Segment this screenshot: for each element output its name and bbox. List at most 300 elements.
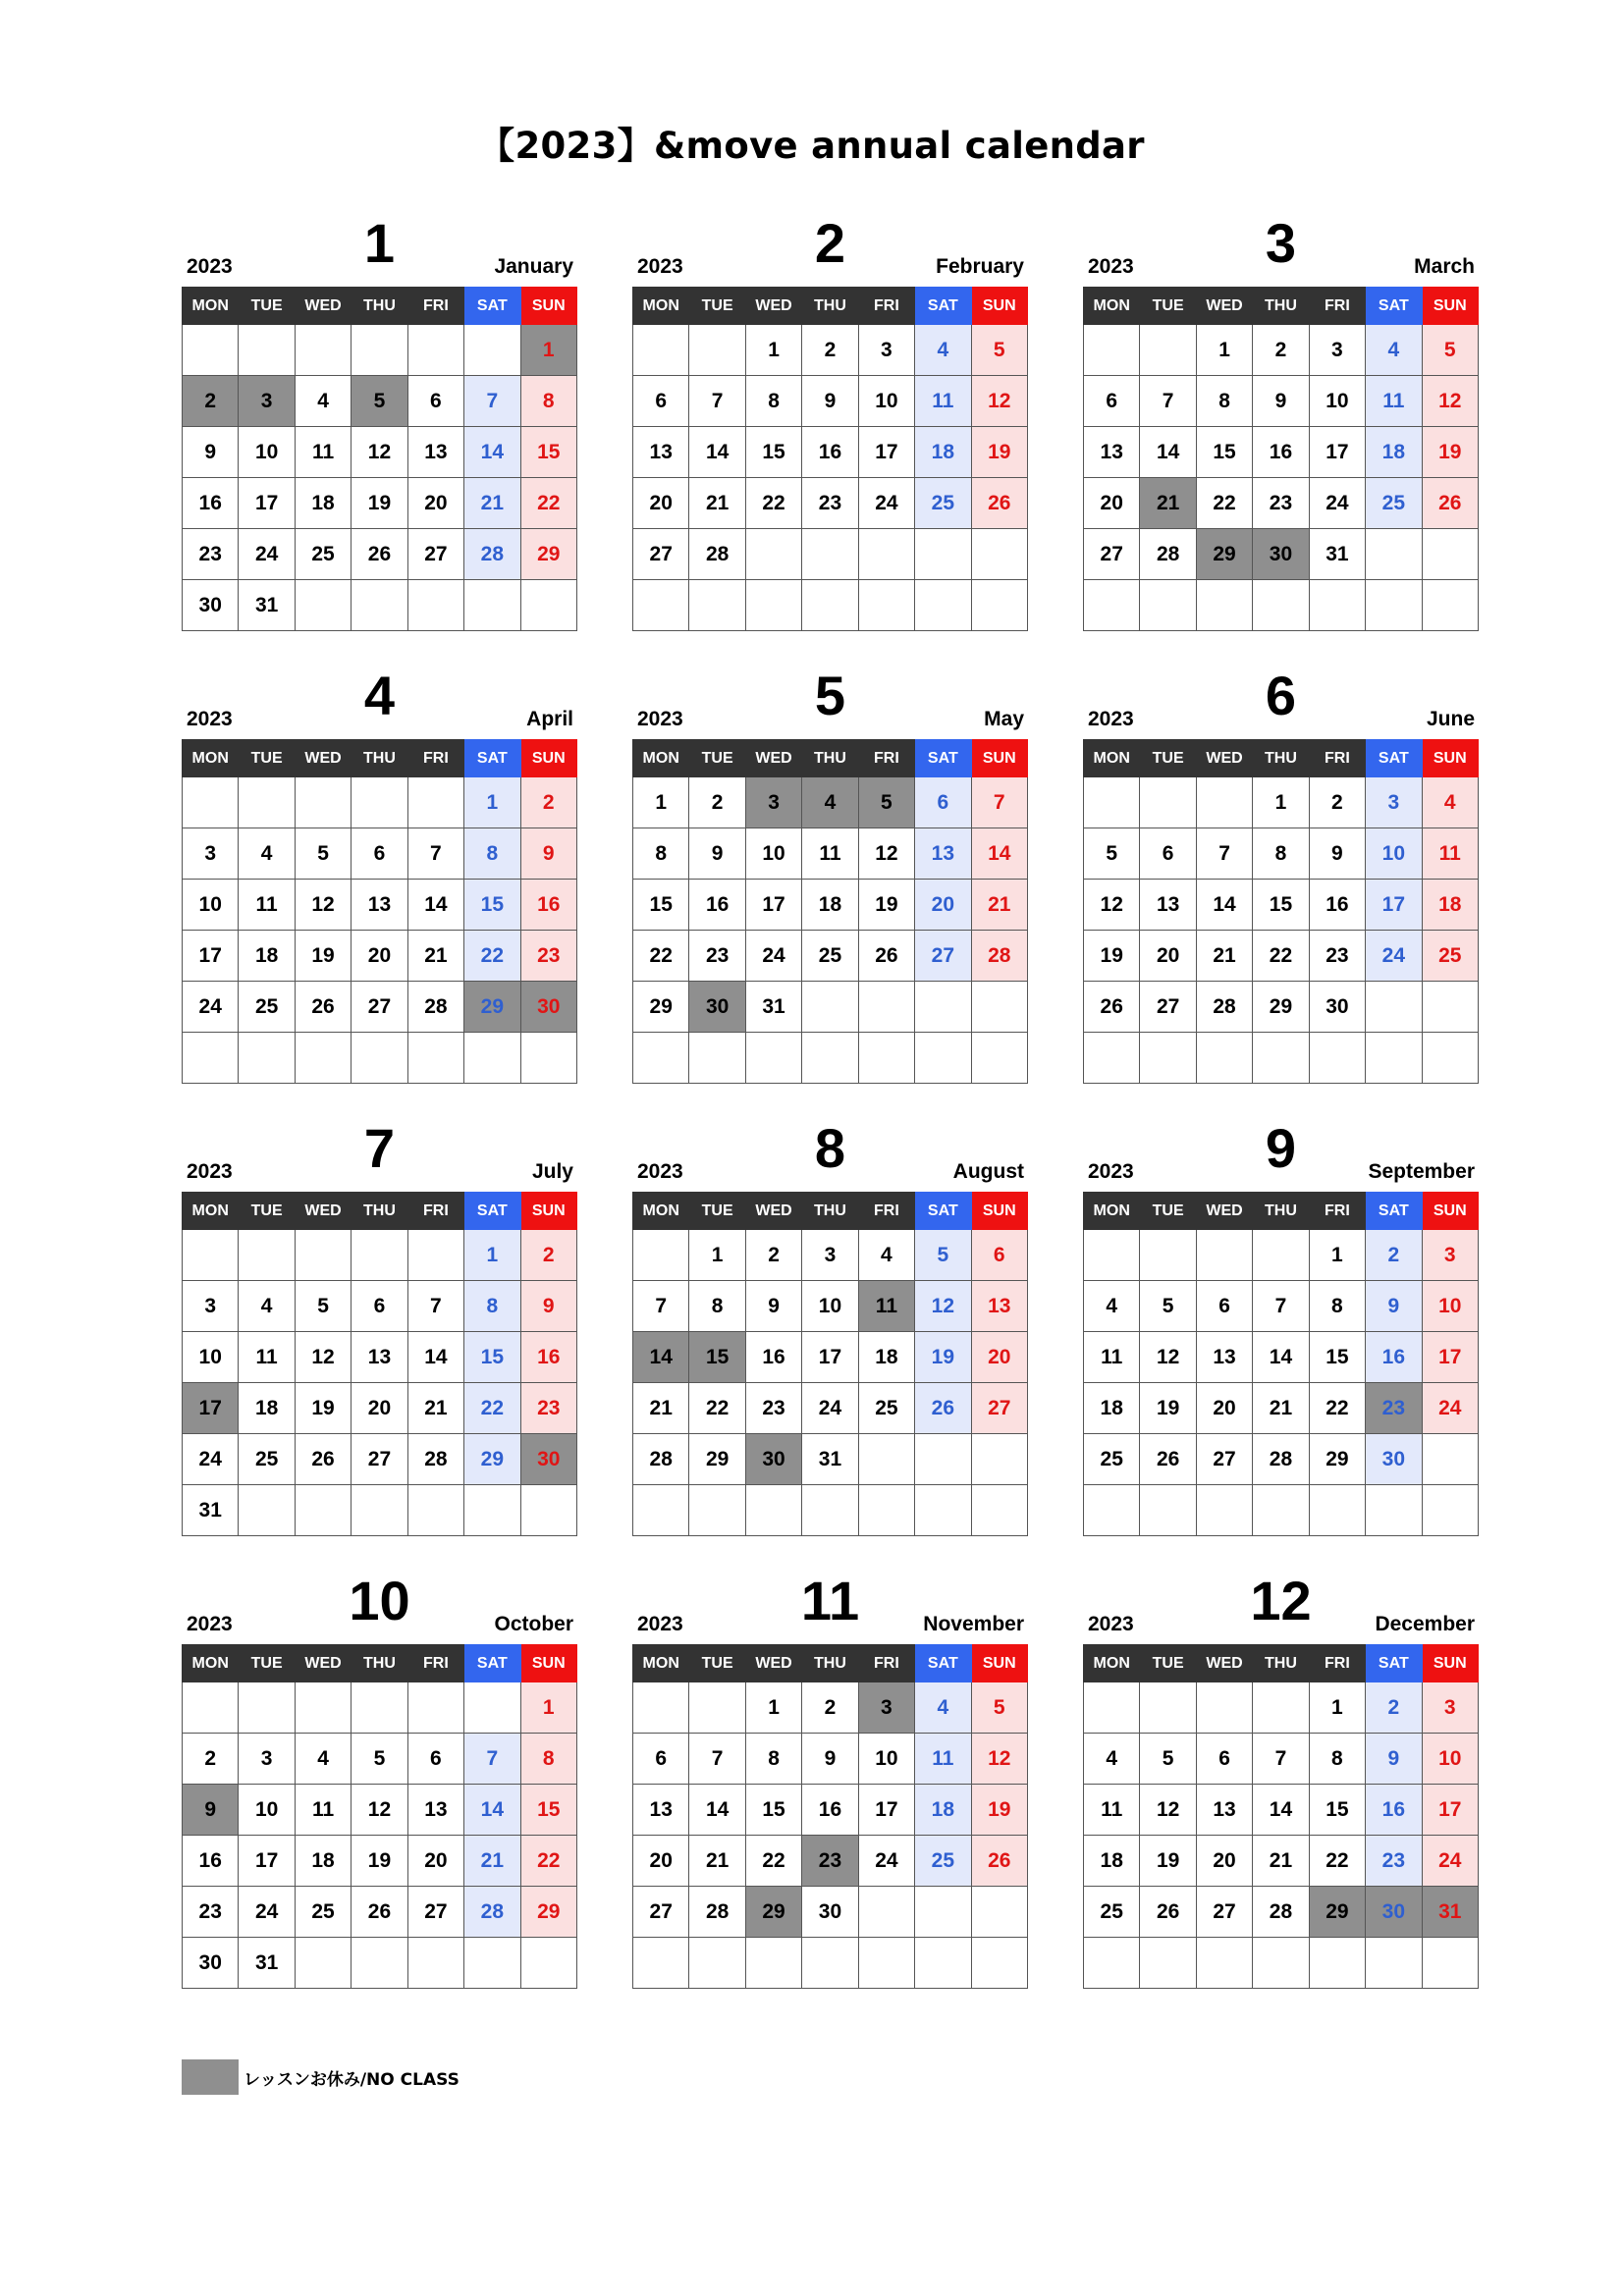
empty-cell bbox=[1253, 580, 1309, 631]
day-cell: 16 bbox=[802, 427, 858, 478]
empty-cell bbox=[1366, 529, 1422, 580]
day-cell: 1 bbox=[689, 1230, 745, 1281]
week-row bbox=[633, 1332, 1028, 1383]
month-header bbox=[1083, 665, 1479, 739]
empty-cell bbox=[689, 325, 745, 376]
month-table bbox=[632, 1644, 1028, 1989]
empty-cell bbox=[1196, 1938, 1252, 1989]
day-cell: 18 bbox=[295, 478, 351, 529]
day-cell: 6 bbox=[971, 1230, 1027, 1281]
day-cell: 16 bbox=[1309, 880, 1365, 931]
day-cell: 21 bbox=[464, 1836, 520, 1887]
empty-cell bbox=[352, 580, 407, 631]
empty-cell bbox=[1140, 1033, 1196, 1084]
day-cell: 13 bbox=[407, 427, 463, 478]
day-cell: 24 bbox=[1422, 1383, 1478, 1434]
empty-cell bbox=[1140, 777, 1196, 828]
month-name: July bbox=[531, 1160, 573, 1183]
day-cell: 26 bbox=[352, 1887, 407, 1938]
empty-cell bbox=[915, 1887, 971, 1938]
day-cell: 31 bbox=[239, 1938, 295, 1989]
day-cell: 5 bbox=[295, 1281, 351, 1332]
day-cell: 15 bbox=[745, 427, 801, 478]
week-row bbox=[1084, 580, 1479, 631]
day-cell: 3 bbox=[239, 1734, 295, 1785]
day-cell: 12 bbox=[1422, 376, 1478, 427]
weekday-header-row bbox=[633, 1645, 1028, 1682]
week-row bbox=[633, 427, 1028, 478]
day-cell: 7 bbox=[1196, 828, 1252, 880]
day-cell: 17 bbox=[239, 478, 295, 529]
day-cell: 20 bbox=[633, 478, 689, 529]
empty-cell bbox=[915, 529, 971, 580]
day-cell: 13 bbox=[633, 1785, 689, 1836]
week-row bbox=[633, 529, 1028, 580]
day-cell: 22 bbox=[520, 1836, 576, 1887]
day-cell-no-class: 9 bbox=[183, 1785, 239, 1836]
day-cell: 25 bbox=[1366, 478, 1422, 529]
week-row bbox=[183, 931, 577, 982]
month-name: August bbox=[952, 1160, 1024, 1183]
day-cell: 18 bbox=[1422, 880, 1478, 931]
day-cell: 17 bbox=[1309, 427, 1365, 478]
weekday-fri: FRI bbox=[1309, 1645, 1365, 1682]
weekday-wed: WED bbox=[1196, 740, 1252, 777]
week-row bbox=[633, 1785, 1028, 1836]
month-april bbox=[182, 665, 577, 1095]
weekday-wed: WED bbox=[295, 288, 351, 325]
weekday-sun: SUN bbox=[520, 1193, 576, 1230]
weekday-fri: FRI bbox=[407, 1645, 463, 1682]
week-row bbox=[183, 1383, 577, 1434]
day-cell: 2 bbox=[520, 777, 576, 828]
day-cell: 23 bbox=[1366, 1836, 1422, 1887]
day-cell: 4 bbox=[915, 1682, 971, 1734]
day-cell: 31 bbox=[183, 1485, 239, 1536]
month-table bbox=[1083, 1644, 1479, 1989]
month-year: 2023 bbox=[637, 255, 683, 278]
month-year: 2023 bbox=[187, 1160, 233, 1183]
week-row bbox=[183, 376, 577, 427]
empty-cell bbox=[1196, 1230, 1252, 1281]
month-number: 8 bbox=[814, 1117, 846, 1179]
day-cell: 7 bbox=[971, 777, 1027, 828]
day-cell: 30 bbox=[1366, 1434, 1422, 1485]
weekday-sun: SUN bbox=[1422, 1193, 1478, 1230]
month-header bbox=[1083, 1117, 1479, 1192]
month-name: June bbox=[1426, 708, 1475, 730]
month-number: 9 bbox=[1265, 1117, 1297, 1179]
day-cell: 20 bbox=[407, 478, 463, 529]
day-cell: 12 bbox=[1140, 1785, 1196, 1836]
month-year: 2023 bbox=[1088, 255, 1134, 278]
day-cell: 26 bbox=[971, 1836, 1027, 1887]
day-cell-no-class: 29 bbox=[1309, 1887, 1365, 1938]
empty-cell bbox=[1253, 1033, 1309, 1084]
empty-cell bbox=[464, 1938, 520, 1989]
week-row bbox=[183, 1734, 577, 1785]
day-cell: 5 bbox=[971, 325, 1027, 376]
empty-cell bbox=[915, 982, 971, 1033]
empty-cell bbox=[915, 1434, 971, 1485]
day-cell: 1 bbox=[1309, 1682, 1365, 1734]
day-cell: 9 bbox=[1253, 376, 1309, 427]
day-cell: 10 bbox=[239, 1785, 295, 1836]
week-row bbox=[633, 478, 1028, 529]
day-cell: 17 bbox=[239, 1836, 295, 1887]
day-cell: 29 bbox=[633, 982, 689, 1033]
day-cell: 20 bbox=[352, 1383, 407, 1434]
day-cell: 9 bbox=[745, 1281, 801, 1332]
month-number: 5 bbox=[814, 665, 846, 726]
day-cell: 7 bbox=[1253, 1281, 1309, 1332]
empty-cell bbox=[239, 1485, 295, 1536]
day-cell: 12 bbox=[352, 1785, 407, 1836]
month-july bbox=[182, 1117, 577, 1547]
day-cell: 28 bbox=[1253, 1887, 1309, 1938]
week-row bbox=[183, 478, 577, 529]
empty-cell bbox=[295, 1230, 351, 1281]
day-cell: 1 bbox=[1253, 777, 1309, 828]
day-cell: 26 bbox=[295, 982, 351, 1033]
week-row bbox=[1084, 982, 1479, 1033]
week-row bbox=[183, 1485, 577, 1536]
day-cell: 2 bbox=[1366, 1230, 1422, 1281]
month-table bbox=[182, 1192, 577, 1536]
day-cell: 21 bbox=[1253, 1836, 1309, 1887]
day-cell-no-class: 30 bbox=[520, 982, 576, 1033]
day-cell: 25 bbox=[295, 1887, 351, 1938]
day-cell: 24 bbox=[239, 529, 295, 580]
empty-cell bbox=[239, 1682, 295, 1734]
day-cell: 25 bbox=[1422, 931, 1478, 982]
day-cell: 23 bbox=[520, 931, 576, 982]
empty-cell bbox=[1140, 1938, 1196, 1989]
day-cell: 8 bbox=[1196, 376, 1252, 427]
week-row bbox=[183, 580, 577, 631]
week-row bbox=[633, 982, 1028, 1033]
week-row bbox=[1084, 1230, 1479, 1281]
empty-cell bbox=[295, 325, 351, 376]
day-cell: 10 bbox=[1366, 828, 1422, 880]
day-cell: 17 bbox=[183, 931, 239, 982]
empty-cell bbox=[689, 1485, 745, 1536]
day-cell: 12 bbox=[352, 427, 407, 478]
day-cell: 8 bbox=[745, 1734, 801, 1785]
month-number: 10 bbox=[349, 1570, 410, 1631]
empty-cell bbox=[745, 529, 801, 580]
empty-cell bbox=[1196, 777, 1252, 828]
day-cell: 6 bbox=[407, 1734, 463, 1785]
week-row bbox=[183, 1836, 577, 1887]
day-cell: 15 bbox=[464, 880, 520, 931]
day-cell: 16 bbox=[183, 1836, 239, 1887]
day-cell: 7 bbox=[1253, 1734, 1309, 1785]
day-cell: 7 bbox=[689, 1734, 745, 1785]
day-cell: 11 bbox=[1366, 376, 1422, 427]
day-cell: 7 bbox=[689, 376, 745, 427]
empty-cell bbox=[1366, 580, 1422, 631]
day-cell-no-class: 29 bbox=[1196, 529, 1252, 580]
weekday-sat: SAT bbox=[464, 1193, 520, 1230]
day-cell: 16 bbox=[520, 1332, 576, 1383]
day-cell: 2 bbox=[802, 325, 858, 376]
week-row bbox=[183, 880, 577, 931]
day-cell: 7 bbox=[407, 828, 463, 880]
week-row bbox=[1084, 325, 1479, 376]
day-cell-no-class: 29 bbox=[745, 1887, 801, 1938]
day-cell: 8 bbox=[689, 1281, 745, 1332]
day-cell: 31 bbox=[239, 580, 295, 631]
day-cell: 10 bbox=[745, 828, 801, 880]
month-year: 2023 bbox=[1088, 1613, 1134, 1635]
empty-cell bbox=[183, 1230, 239, 1281]
empty-cell bbox=[295, 1485, 351, 1536]
empty-cell bbox=[1084, 777, 1140, 828]
week-row bbox=[183, 1682, 577, 1734]
empty-cell bbox=[352, 1230, 407, 1281]
day-cell: 26 bbox=[1422, 478, 1478, 529]
month-table bbox=[632, 1192, 1028, 1536]
day-cell: 4 bbox=[1084, 1734, 1140, 1785]
day-cell-no-class: 1 bbox=[520, 325, 576, 376]
day-cell: 6 bbox=[1196, 1281, 1252, 1332]
empty-cell bbox=[915, 580, 971, 631]
empty-cell bbox=[183, 325, 239, 376]
empty-cell bbox=[1309, 1938, 1365, 1989]
day-cell-no-class: 31 bbox=[1422, 1887, 1478, 1938]
day-cell: 28 bbox=[971, 931, 1027, 982]
day-cell: 6 bbox=[1196, 1734, 1252, 1785]
week-row bbox=[633, 1887, 1028, 1938]
day-cell: 28 bbox=[689, 1887, 745, 1938]
day-cell: 13 bbox=[633, 427, 689, 478]
day-cell: 22 bbox=[633, 931, 689, 982]
day-cell: 30 bbox=[183, 580, 239, 631]
weekday-mon: MON bbox=[633, 288, 689, 325]
week-row bbox=[1084, 1785, 1479, 1836]
weekday-tue: TUE bbox=[239, 1645, 295, 1682]
empty-cell bbox=[633, 1485, 689, 1536]
day-cell: 30 bbox=[1309, 982, 1365, 1033]
empty-cell bbox=[183, 1682, 239, 1734]
day-cell: 3 bbox=[858, 325, 914, 376]
empty-cell bbox=[464, 1033, 520, 1084]
weekday-sat: SAT bbox=[915, 288, 971, 325]
day-cell: 18 bbox=[802, 880, 858, 931]
day-cell: 2 bbox=[1366, 1682, 1422, 1734]
day-cell: 19 bbox=[858, 880, 914, 931]
day-cell: 20 bbox=[971, 1332, 1027, 1383]
day-cell: 23 bbox=[1309, 931, 1365, 982]
week-row bbox=[1084, 1434, 1479, 1485]
day-cell: 15 bbox=[1309, 1785, 1365, 1836]
day-cell: 18 bbox=[915, 1785, 971, 1836]
week-row bbox=[1084, 1332, 1479, 1383]
month-year: 2023 bbox=[187, 708, 233, 730]
weekday-tue: TUE bbox=[689, 288, 745, 325]
day-cell: 3 bbox=[802, 1230, 858, 1281]
month-year: 2023 bbox=[1088, 708, 1134, 730]
month-number: 3 bbox=[1265, 212, 1297, 274]
week-row bbox=[633, 1281, 1028, 1332]
month-table bbox=[1083, 287, 1479, 631]
day-cell: 10 bbox=[858, 376, 914, 427]
day-cell: 29 bbox=[689, 1434, 745, 1485]
week-row bbox=[633, 1033, 1028, 1084]
weekday-header-row bbox=[633, 1193, 1028, 1230]
day-cell: 17 bbox=[745, 880, 801, 931]
week-row bbox=[183, 1434, 577, 1485]
week-row bbox=[633, 1383, 1028, 1434]
month-header bbox=[182, 1117, 577, 1192]
day-cell: 24 bbox=[745, 931, 801, 982]
weekday-tue: TUE bbox=[1140, 1193, 1196, 1230]
day-cell: 12 bbox=[971, 1734, 1027, 1785]
day-cell: 27 bbox=[971, 1383, 1027, 1434]
empty-cell bbox=[858, 1485, 914, 1536]
weekday-sun: SUN bbox=[520, 1645, 576, 1682]
day-cell: 14 bbox=[407, 880, 463, 931]
empty-cell bbox=[464, 325, 520, 376]
day-cell: 3 bbox=[183, 1281, 239, 1332]
empty-cell bbox=[1196, 580, 1252, 631]
week-row bbox=[633, 1485, 1028, 1536]
empty-cell bbox=[745, 580, 801, 631]
day-cell: 17 bbox=[858, 427, 914, 478]
weekday-header-row bbox=[1084, 1193, 1479, 1230]
empty-cell bbox=[1140, 1682, 1196, 1734]
day-cell: 29 bbox=[464, 1434, 520, 1485]
day-cell: 18 bbox=[295, 1836, 351, 1887]
day-cell: 12 bbox=[295, 880, 351, 931]
day-cell: 14 bbox=[407, 1332, 463, 1383]
weekday-sat: SAT bbox=[1366, 1193, 1422, 1230]
day-cell: 1 bbox=[1309, 1230, 1365, 1281]
week-row bbox=[1084, 880, 1479, 931]
empty-cell bbox=[1366, 1485, 1422, 1536]
day-cell: 23 bbox=[183, 529, 239, 580]
page-title: 【2023】&move annual calendar bbox=[478, 125, 1145, 167]
day-cell: 12 bbox=[915, 1281, 971, 1332]
day-cell: 19 bbox=[1140, 1383, 1196, 1434]
day-cell: 5 bbox=[352, 1734, 407, 1785]
month-march bbox=[1083, 212, 1479, 642]
week-row bbox=[1084, 1033, 1479, 1084]
week-row bbox=[183, 529, 577, 580]
day-cell: 19 bbox=[971, 1785, 1027, 1836]
day-cell-no-class: 3 bbox=[239, 376, 295, 427]
month-year: 2023 bbox=[637, 1160, 683, 1183]
day-cell: 22 bbox=[520, 478, 576, 529]
day-cell: 7 bbox=[407, 1281, 463, 1332]
month-name: May bbox=[984, 708, 1024, 730]
weekday-thu: THU bbox=[802, 1193, 858, 1230]
day-cell: 26 bbox=[1140, 1887, 1196, 1938]
weekday-mon: MON bbox=[1084, 740, 1140, 777]
month-june bbox=[1083, 665, 1479, 1095]
empty-cell bbox=[352, 325, 407, 376]
day-cell: 22 bbox=[1309, 1836, 1365, 1887]
day-cell: 15 bbox=[1253, 880, 1309, 931]
day-cell: 14 bbox=[971, 828, 1027, 880]
month-name: November bbox=[923, 1613, 1024, 1635]
month-name: January bbox=[494, 255, 573, 278]
day-cell: 27 bbox=[352, 982, 407, 1033]
legend bbox=[182, 2059, 460, 2095]
weekday-fri: FRI bbox=[1309, 288, 1365, 325]
day-cell-no-class: 14 bbox=[633, 1332, 689, 1383]
weekday-header-row bbox=[1084, 1645, 1479, 1682]
empty-cell bbox=[464, 1485, 520, 1536]
month-november bbox=[632, 1570, 1028, 2000]
day-cell: 4 bbox=[858, 1230, 914, 1281]
empty-cell bbox=[1253, 1682, 1309, 1734]
day-cell: 28 bbox=[1196, 982, 1252, 1033]
day-cell: 6 bbox=[352, 828, 407, 880]
day-cell: 21 bbox=[464, 478, 520, 529]
day-cell: 8 bbox=[633, 828, 689, 880]
day-cell: 28 bbox=[407, 1434, 463, 1485]
day-cell: 25 bbox=[915, 1836, 971, 1887]
weekday-sun: SUN bbox=[520, 740, 576, 777]
empty-cell bbox=[1084, 1230, 1140, 1281]
day-cell: 30 bbox=[802, 1887, 858, 1938]
week-row bbox=[183, 982, 577, 1033]
day-cell: 19 bbox=[352, 478, 407, 529]
month-year: 2023 bbox=[187, 1613, 233, 1635]
day-cell: 11 bbox=[239, 880, 295, 931]
week-row bbox=[633, 1682, 1028, 1734]
day-cell-no-class: 23 bbox=[802, 1836, 858, 1887]
empty-cell bbox=[915, 1938, 971, 1989]
weekday-sun: SUN bbox=[971, 288, 1027, 325]
day-cell: 24 bbox=[858, 478, 914, 529]
weekday-mon: MON bbox=[1084, 1193, 1140, 1230]
weekday-mon: MON bbox=[183, 1193, 239, 1230]
day-cell: 18 bbox=[858, 1332, 914, 1383]
day-cell: 19 bbox=[295, 1383, 351, 1434]
day-cell: 2 bbox=[802, 1682, 858, 1734]
empty-cell bbox=[689, 1938, 745, 1989]
month-year: 2023 bbox=[637, 1613, 683, 1635]
day-cell-no-class: 2 bbox=[183, 376, 239, 427]
month-header bbox=[632, 665, 1028, 739]
day-cell: 15 bbox=[745, 1785, 801, 1836]
weekday-tue: TUE bbox=[689, 1193, 745, 1230]
day-cell-no-class: 5 bbox=[858, 777, 914, 828]
day-cell: 26 bbox=[295, 1434, 351, 1485]
legend-swatch bbox=[182, 2059, 239, 2095]
weekday-tue: TUE bbox=[239, 288, 295, 325]
month-year: 2023 bbox=[637, 708, 683, 730]
week-row bbox=[183, 1230, 577, 1281]
day-cell: 4 bbox=[915, 325, 971, 376]
weekday-sun: SUN bbox=[971, 740, 1027, 777]
empty-cell bbox=[802, 1033, 858, 1084]
empty-cell bbox=[745, 1938, 801, 1989]
empty-cell bbox=[520, 580, 576, 631]
day-cell: 10 bbox=[239, 427, 295, 478]
weekday-thu: THU bbox=[352, 740, 407, 777]
day-cell: 15 bbox=[1309, 1332, 1365, 1383]
empty-cell bbox=[239, 1033, 295, 1084]
empty-cell bbox=[1253, 1485, 1309, 1536]
day-cell: 1 bbox=[745, 1682, 801, 1734]
weekday-wed: WED bbox=[745, 740, 801, 777]
weekday-tue: TUE bbox=[239, 1193, 295, 1230]
day-cell: 2 bbox=[1309, 777, 1365, 828]
